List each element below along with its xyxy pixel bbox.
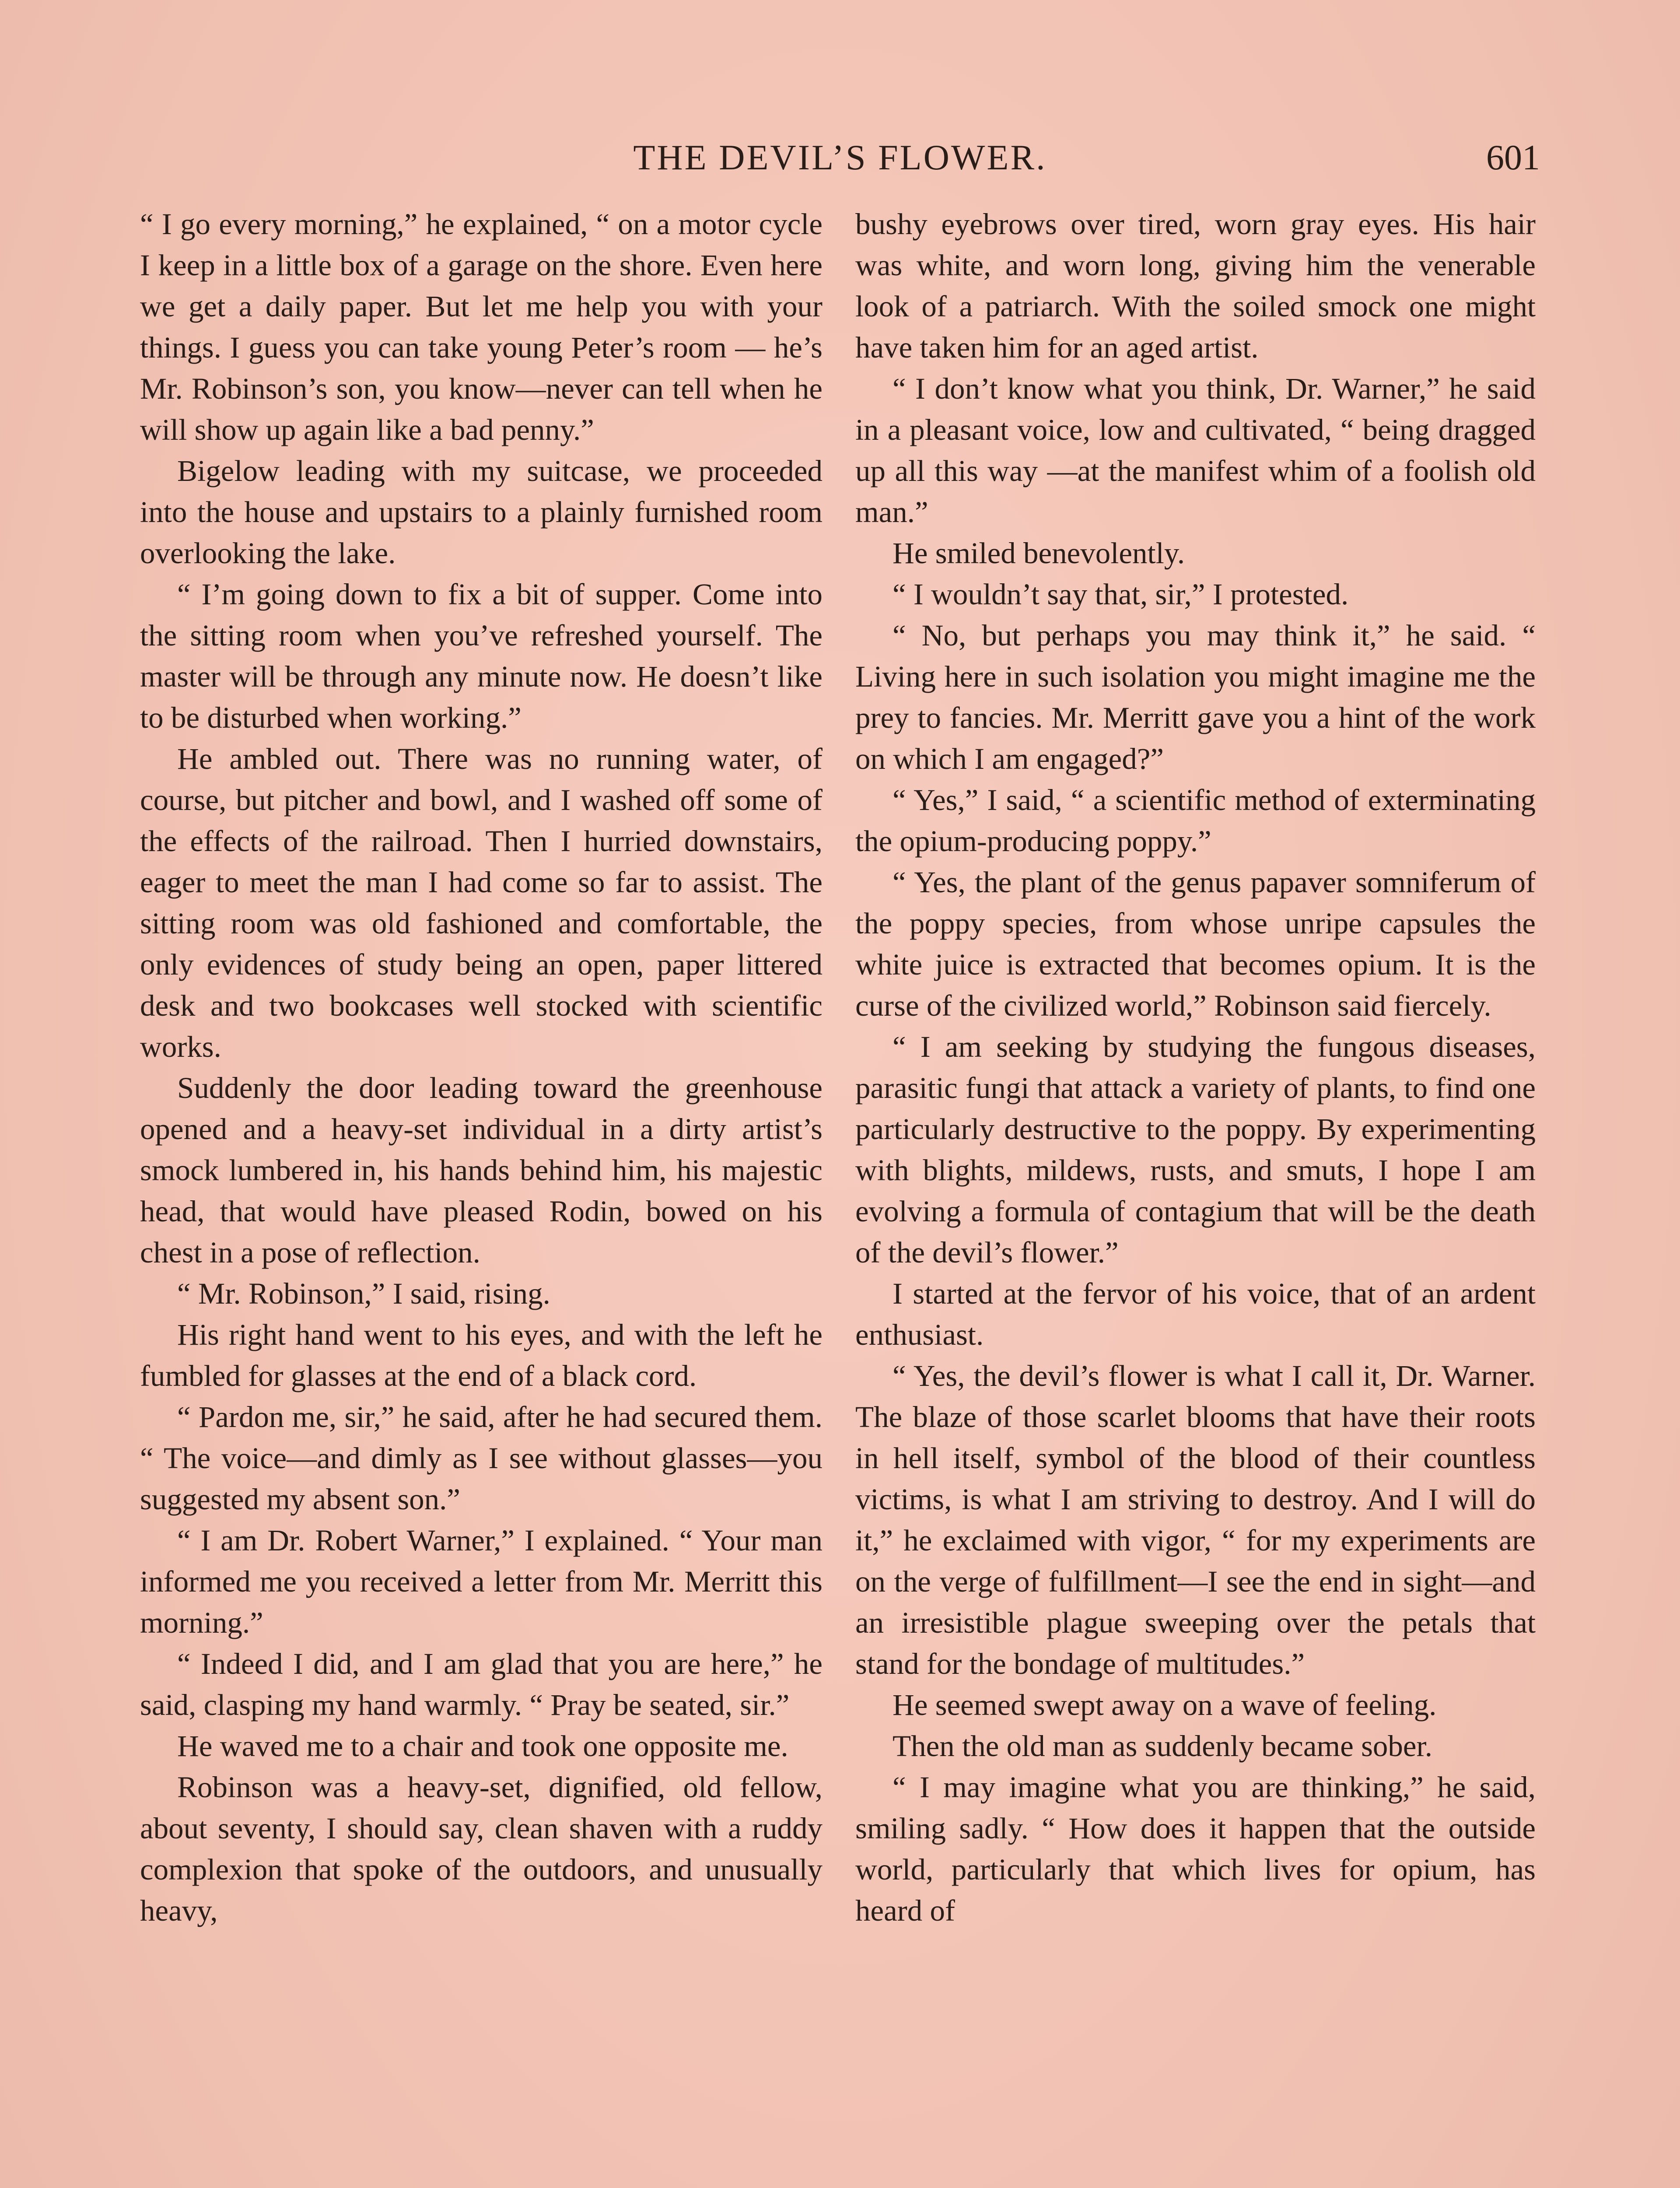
paragraph: “ I wouldn’t say that, sir,” I protested. bbox=[892, 578, 1349, 611]
paragraph: Robinson was a heavy-set, dignified, old fellow, about seventy, I should say, clean shaven with a ruddy complexion that spoke of the outdoors, and unusually heavy, bbox=[140, 1771, 822, 1927]
paragraph: I started at the fervor of his voice, that of an ardent enthusiast. bbox=[855, 1277, 1536, 1351]
paragraph: “ Yes, the devil’s flower is what I call it, Dr. Warner. The blaze of those scarlet blooms that have their roots in hell itself, symbol of the blood of their countless victims, is what I am striving to destroy. And I will do it,” he exclaimed with vigor, “ for my experiments are on the verge of fulfillment—I see the end in sight—and an irresistible plague sweeping over the petals that stand for the bondage of multitudes.” bbox=[855, 1359, 1536, 1680]
paragraph: “ Indeed I did, and I am glad that you are here,” he said, clasping my hand warmly. “ Pray be seated, sir.” bbox=[140, 1647, 822, 1722]
running-title: THE DEVIL’S FLOWER. bbox=[633, 137, 1047, 177]
running-header bbox=[140, 131, 1540, 184]
page-number: 601 bbox=[1486, 137, 1540, 177]
paragraph: “ I go every morning,” he explained, “ on a motor cycle I keep in a little box of a garage on the shore. Even here we get a daily paper. But let me help you with your things. I guess you can take young Peter’s room — he’s Mr. Robinson’s son, you know—never can tell when he will show up again like a bad penny.” bbox=[140, 207, 822, 446]
paragraph: “ Mr. Robinson,” I said, rising. bbox=[177, 1277, 550, 1310]
paragraph: Then the old man as suddenly became sober. bbox=[892, 1729, 1432, 1763]
paragraph: Suddenly the door leading toward the greenhouse opened and a heavy-set individual in a dirty artist’s smock lumbered in, his hands behind him, his majestic head, that would have pleased Rodin, bowed on his chest in a pose of reflection. bbox=[140, 1071, 822, 1269]
paragraph: “ I am Dr. Robert Warner,” I explained. “ Your man informed me you received a letter from Mr. Merritt this morning.” bbox=[140, 1524, 822, 1639]
paragraph: “ I may imagine what you are thinking,” he said, smiling sadly. “ How does it happen that the outside world, particularly that which lives for opium, has heard of bbox=[855, 1771, 1536, 1927]
paragraph: “ Pardon me, sir,” he said, after he had secured them. “ The voice—and dimly as I see without glasses—you suggested my absent son.” bbox=[140, 1400, 822, 1516]
paragraph: He smiled benevolently. bbox=[892, 536, 1185, 570]
paragraph: Bigelow leading with my suitcase, we proceeded into the house and upstairs to a plainly furnished room overlooking the lake. bbox=[140, 454, 822, 570]
paragraph: His right hand went to his eyes, and with the left he fumbled for glasses at the end of a black cord. bbox=[140, 1318, 822, 1392]
paragraph: “ Yes,” I said, “ a scientific method of exterminating the opium-producing poppy.” bbox=[855, 783, 1536, 858]
paragraph: bushy eyebrows over tired, worn gray eyes. His hair was white, and worn long, giving him the venerable look of a patriarch. With the soiled smock one might have taken him for an aged artist. bbox=[855, 207, 1536, 364]
paragraph: He ambled out. There was no running water, of course, but pitcher and bowl, and I washed off some of the effects of the railroad. Then I hurried downstairs, eager to meet the man I had come so far to assist. The sitting room was old fashioned and comfortable, the only evidences of study being an open, paper littered desk and two bookcases well stocked with scientific works. bbox=[140, 742, 822, 1063]
paragraph: “ No, but perhaps you may think it,” he said. “ Living here in such isolation you might imagine me the prey to fancies. Mr. Merritt gave you a hint of the work on which I am engaged?” bbox=[855, 619, 1536, 775]
paragraph: He seemed swept away on a wave of feeling. bbox=[892, 1688, 1437, 1722]
paragraph: He waved me to a chair and took one opposite me. bbox=[177, 1729, 788, 1763]
paragraph: “ I don’t know what you think, Dr. Warner,” he said in a pleasant voice, low and cultivated, “ being dragged up all this way —at the manifest whim of a foolish old man.” bbox=[855, 372, 1536, 529]
paragraph: “ Yes, the plant of the genus papaver somniferum of the poppy species, from whose unripe capsules the white juice is extracted that becomes opium. It is the curse of the civilized world,” Robinson said fiercely. bbox=[855, 866, 1536, 1022]
right-column bbox=[855, 203, 1536, 1931]
paragraph: “ I’m going down to fix a bit of supper. Come into the sitting room when you’ve refreshed yourself. The master will be through any minute now. He doesn’t like to be disturbed when working.” bbox=[140, 578, 822, 734]
left-column bbox=[140, 203, 822, 1931]
paragraph: “ I am seeking by studying the fungous diseases, parasitic fungi that attack a variety of plants, to find one particularly destructive to the poppy. By experimenting with blights, mildews, rusts, and smuts, I hope I am evolving a formula of contagium that will be the death of the devil’s flower.” bbox=[855, 1030, 1536, 1269]
